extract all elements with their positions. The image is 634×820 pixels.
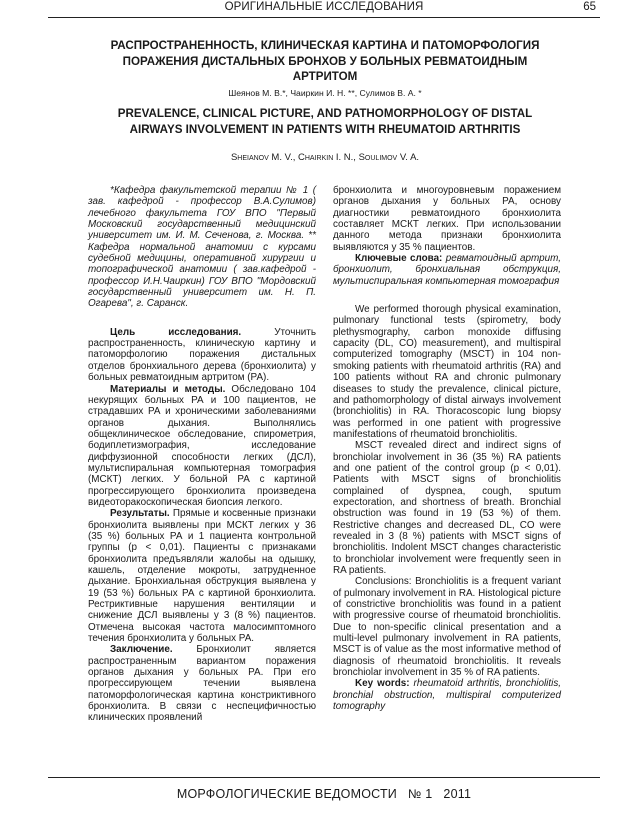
- abstract-en-paragraph: MSCT revealed direct and indirect signs of bronchiolar involvement in 36 (35 %) RA patients and one patient of the control group (p < 0,01). Patients with MSCT signs of bronchiolitis complained of dyspnea, cough, sputum expectoration, and shortness of breath. Bronchial obstruction was found in 19 (53 %) of them. Restrictive changes and decreased DL, CO were revealed in 3 (8 %) patients with MSCT signs of bronchiolitis. Indolent MSCT changes characteristic to bronchiolar involvement were frequently seen in RA patients.: [333, 440, 561, 576]
- results-text: Прямые и косвенные признаки бронхиолита выявлены при МСКТ легких у 36 (35 %) больных РА и 1 пациента контрольной группы (p < 0,01). Пациенты с признаками бронхиолита предъявляли жалобы на одышку, кашель, отделение мокроты, затрудненное дыхание. Бронхиальная обструкция выявлена у 19 (53 %) больных РА с картиной бронхиолита. Рестриктивные нарушения вентиляции и снижение ДСЛ выявлены у 3 (8 %) пациентов. Отмечена высокая частота малосимптомного течения бронхиолита у больных РА.: [88, 508, 316, 645]
- abstract-en-paragraph: Conclusions: Bronchiolitis is a frequent variant of pulmonary involvement in RA. Histological picture of constrictive bronchiolitis was found in a patient with progressive course of rheumatoid bronchiolitis. Due to non-specific clinical presentation and a multi-level pulmonary involvement in RA patients, MSCT is of value as the most informative method of diagnosis of rheumatoid bronchiolitis. It reveals bronchiolar involvement in 35 % of RA patients.: [333, 576, 561, 679]
- left-column: [88, 185, 316, 724]
- keywords-en-heading: Key words:: [355, 678, 410, 690]
- keywords-en-text: rheumatoid arthritis, bronchiolitis, bronchial obstruction, multispiral computerized tomography: [333, 678, 561, 713]
- title-line: PREVALENCE, CLINICAL PICTURE, AND PATHOMORPHOLOGY OF DISTAL: [117, 107, 533, 120]
- conclusion-heading: Заключение.: [110, 644, 173, 656]
- title-line: РАСПРОСТРАНЕННОСТЬ, КЛИНИЧЕСКАЯ КАРТИНА И ПАТОМОРФОЛОГИЯ: [110, 39, 540, 52]
- aim-text: Уточнить распространенность, клиническую картину и патоморфологию поражения дистальных отделов бронхиального дерева (бронхиолита) у больных ревматоидным артритом (РА).: [88, 326, 316, 384]
- keywords-en: [333, 678, 561, 712]
- article-title-en: [60, 106, 590, 137]
- page-number: 65: [583, 1, 596, 13]
- journal-name: МОРФОЛОГИЧЕСКИЕ ВЕДОМОСТИ № 1 2011: [176, 787, 472, 801]
- aim-paragraph: [88, 327, 316, 384]
- methods-text: Обследовано 104 некурящих больных РА и 100 пациентов, не страдавших РА и хроническими заболеваниями органов дыхания. Выполнялись общеклиническое обследование, спирометрия, бодиплетизмография, исследование диффузионной способности легких (ДСЛ), мультиспиральная компьютерная томография (МСКТ) легких. У больной РА с картиной прогрессирующего бронхиолита произведена видеоторакоскопическая биопсия легкого.: [88, 383, 316, 508]
- conclusion-continued: бронхиолита и многоуровневым поражением органов дыхания у больных РА, основу диагностики ревматоидного бронхиолита составляет МСКТ легких. При использовании данного метода признаки бронхиолита выявляются у 35 % пациентов.: [333, 185, 561, 253]
- abstract-en-paragraph: We performed thorough physical examination, pulmonary functional tests (spirometry, body plethysmography, carbon monoxide diffusing capacity (DL, CO) measurement), and multispiral computerized tomography (MSCT) in 104 non-smoking patients with rheumatoid arthritis (RA) and 100 patients without RA and chronic pulmonary diseases to study the prevalence, clinical picture, and pathomorphology of distal airways involvement (bronchiolitis) in RA. Thoracoscopic lung biopsy was performed in one patient with progressive manifestations of rheumatoid bronchiolitis.: [333, 304, 561, 440]
- authors-ru: Шеянов М. В.*, Чаиркин И. Н. **, Сулимов В. А. *: [228, 88, 422, 98]
- keywords-ru: [333, 253, 561, 287]
- authors-en: Sheianov M. V., Chairkin I. N., Soulimov V. A.: [230, 152, 420, 163]
- running-header: [48, 0, 600, 18]
- affiliation-footnote: *Кафедра факультетской терапии № 1 ( зав. кафедрой - профессор В.А.Сулимов) лечебного факультета ГОУ ВПО "Первый Московский государственный медицинский университет им. И. М. Сеченова, г. Москва. ** Кафедра нормальной анатомии с курсами судебной медицины, оперативной хирургии и топографической анатомии ( зав.кафедрой - профессор И.Н.Чаиркин) ГОУ ВПО "Мордовский государственный университет им. Н. П. Огарева", г. Саранск.: [88, 185, 316, 310]
- right-column: [333, 185, 561, 712]
- results-paragraph: [88, 508, 316, 644]
- conclusion-text: Бронхиолит является распространенным вариантом поражения органов дыхания у больных РА. При его прогрессирующем течении выявлена патоморфологическая картина констриктивного бронхиолита. В связи с неспецифичностью клинических проявлений: [88, 644, 316, 724]
- keywords-heading: Ключевые слова:: [355, 253, 443, 265]
- conclusion-paragraph: [88, 644, 316, 723]
- methods-heading: Материалы и методы.: [110, 383, 226, 395]
- methods-paragraph: [88, 384, 316, 509]
- title-line: ПОРАЖЕНИЯ ДИСТАЛЬНЫХ БРОНХОВ У БОЛЬНЫХ РЕВМАТОИДНЫМ: [122, 54, 528, 68]
- keywords-text: ревматоидный артрит, бронхиолит, бронхиальная обструкция, мультиспиральная компьютерная томография: [333, 253, 561, 287]
- article-title-ru: [60, 38, 590, 85]
- results-heading: Результаты.: [110, 508, 170, 520]
- running-footer: [48, 777, 600, 801]
- title-line: AIRWAYS INVOLVEMENT IN PATIENTS WITH RHEUMATOID ARTHRITIS: [129, 122, 521, 136]
- section-title: ОРИГИНАЛЬНЫЕ ИССЛЕДОВАНИЯ: [224, 1, 424, 13]
- aim-heading: Цель исследования.: [110, 326, 242, 338]
- title-line: АРТРИТОМ: [292, 70, 358, 84]
